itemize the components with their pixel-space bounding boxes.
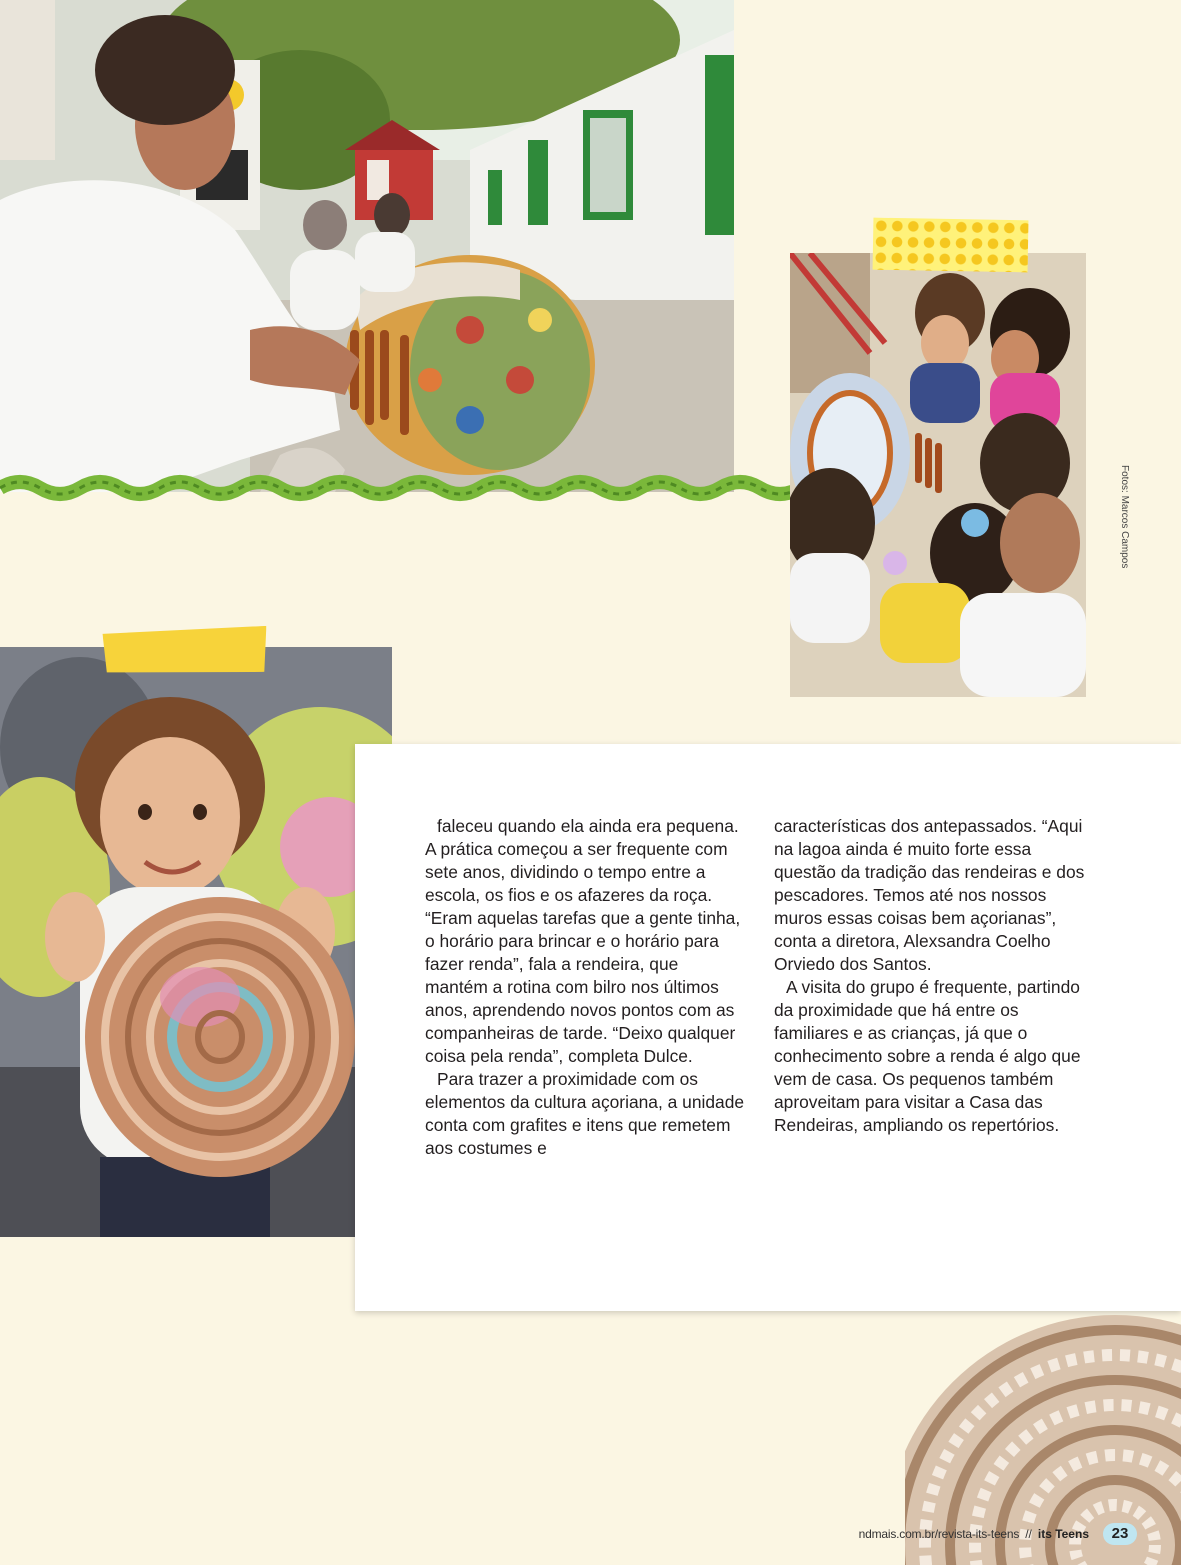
- article-paragraph: Para trazer a proximidade com os elementos da cultura açoriana, a unidade conta com grafites e itens que remetem aos costumes e: [425, 1069, 745, 1158]
- article-column-1: [425, 815, 745, 1160]
- decorative-wave-ribbon: [0, 473, 790, 503]
- footer-url[interactable]: ndmais.com.br/revista-its-teens: [858, 1527, 1020, 1541]
- decorative-yellow-tape: [102, 626, 267, 676]
- page-number: 23: [1103, 1523, 1137, 1545]
- photo-girl-with-lace: [0, 647, 392, 1237]
- photo-credit: Fotos: Marcos Campos: [1119, 465, 1130, 569]
- photo-lace-maker: [0, 0, 734, 492]
- article-paragraph: faleceu quando ela ainda era pequena. A prática começou a ser frequente com sete anos, dividindo o tempo entre a escola, os fios e os afazeres da roça. “Eram aquelas tarefas que a gente tinha, o horário para brincar e o horário para fazer renda”, fala a rendeira, que mantém a rotina com bilro nos últimos anos, aprendendo novos pontos com as companheiras de tarde. “Deixo qualquer coisa pela renda”, completa Dulce.: [425, 816, 741, 1066]
- article-column-2: [774, 815, 1094, 1137]
- article-paragraph: A visita do grupo é frequente, partindo da proximidade que há entre os familiares e as crianças, já que o conhecimento sobre a renda é algo que vem de casa. Os pequenos também aproveitam para visitar a Casa das Rendeiras, ampliando os repertórios.: [774, 977, 1081, 1135]
- page-footer: [859, 1523, 1137, 1545]
- footer-magazine-name: its Teens: [1037, 1527, 1089, 1541]
- footer-separator: //: [1025, 1527, 1032, 1541]
- article-text-card: [355, 744, 1181, 1311]
- photo-children-lace: [790, 253, 1086, 697]
- decorative-dotted-tape: [873, 218, 1029, 273]
- article-paragraph: características dos antepassados. “Aqui na lagoa ainda é muito forte essa questão da tradição das rendeiras e dos pescadores. Temos até nos nossos muros essas coisas bem açorianas”, conta a diretora, Alexsandra Coelho Orviedo dos Santos.: [774, 816, 1085, 974]
